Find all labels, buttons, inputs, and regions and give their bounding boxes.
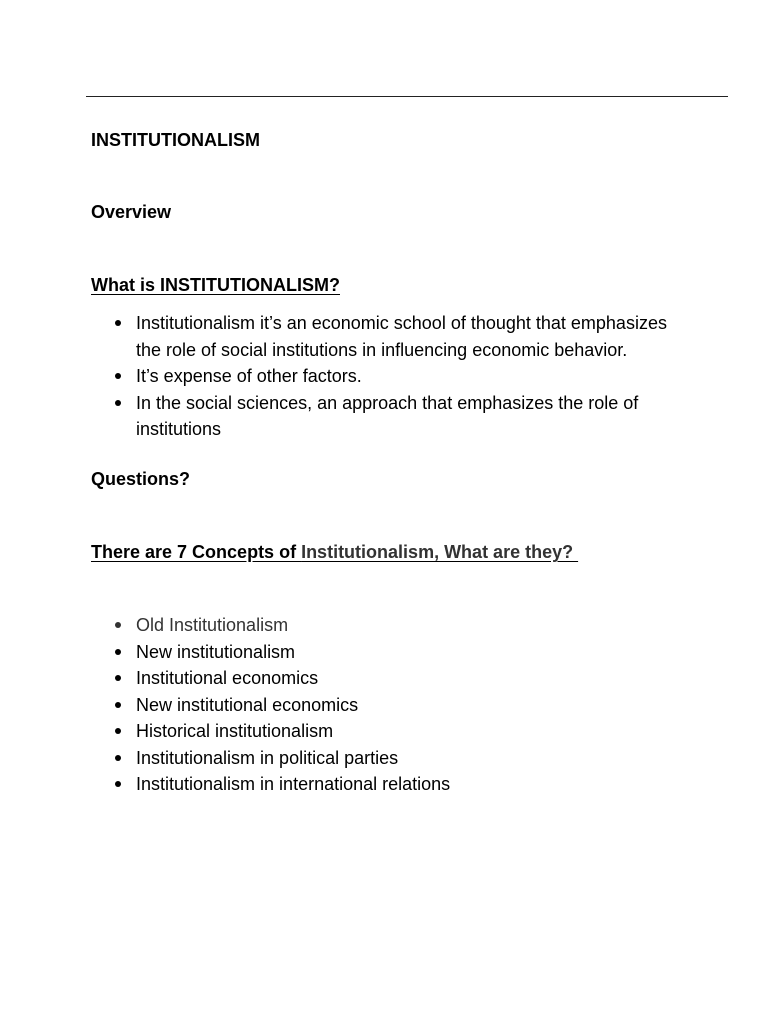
list-item-text: New institutionalism [136,641,296,662]
list-item-text: Institutionalism in political parties [136,747,399,768]
document-title: INSTITUTIONALISM [91,130,260,150]
concepts-heading-part1: There are 7 Concepts of [91,542,302,562]
concepts-list [91,612,696,798]
overview-heading: Overview [91,202,172,222]
list-item-text: Institutionalism in international relations [136,774,451,794]
list-item [91,363,696,390]
list-item [91,665,696,692]
bullet-icon [115,622,121,628]
list-item [91,639,696,666]
horizontal-rule [86,96,728,97]
list-item [91,390,696,443]
bullet-icon [115,649,121,655]
list-item-text: Institutionalism it’s an economic school of thought that emphasizes the role of social institutions in influencing economic behavior. [136,313,667,360]
bullet-icon [115,373,121,379]
list-item [91,692,696,719]
list-item-text: Institutional economics [136,668,319,688]
concepts-heading-part2: Institutionalism, What are they? [301,542,579,562]
list-item [91,745,696,772]
definition-list [91,310,696,443]
list-item [91,310,696,363]
list-item-text: New institutional economics [136,694,359,715]
concepts-heading [91,539,578,565]
bullet-icon [115,400,121,406]
questions-heading: Questions? [91,469,191,489]
bullet-icon [115,320,121,326]
bullet-icon [115,675,121,681]
bullet-icon [115,755,121,761]
bullet-icon [115,781,121,787]
list-item-text: In the social sciences, an approach that emphasizes the role of institutions [136,392,639,439]
bullet-icon [115,728,121,734]
list-item [91,771,696,798]
list-item [91,612,696,639]
bullet-icon [115,702,121,708]
what-is-heading: What is INSTITUTIONALISM? [91,275,340,295]
list-item-text: Old Institutionalism [136,615,289,635]
list-item-text: It’s expense of other factors. [136,366,362,386]
list-item [91,718,696,745]
list-item-text: Historical institutionalism [136,721,334,741]
